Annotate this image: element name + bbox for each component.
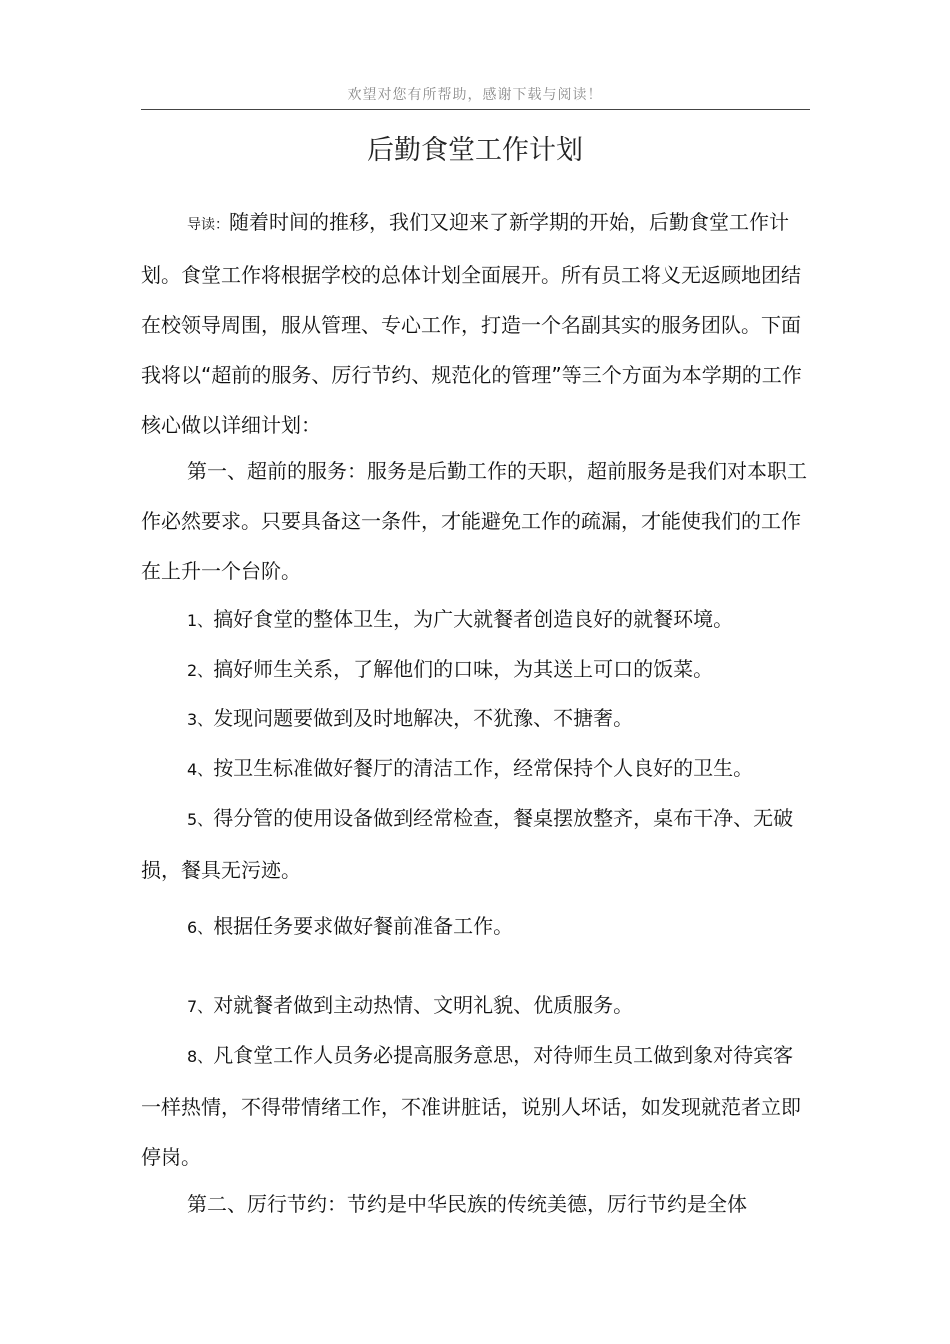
document-title: 后勤食堂工作计划 [367,135,583,166]
section-1-paragraph: 第一、超前的服务：服务是后勤工作的天职，超前服务是我们对本职工作必然要求。只要具备这一条件，才能避免工作的疏漏，才能使我们的工作在上升一个台阶。 [141,459,807,583]
list-item-number: 6、 [187,918,214,937]
list-item-1 [141,594,810,646]
list-item-text: 凡食堂工作人员务必提高服务意思，对待师生员工做到象对待宾客一样热情，不得带情绪工作，不准讲脏话，说别人坏话，如发现就范者立即停岗。 [141,1043,801,1169]
list-item-3 [141,693,810,745]
list-item-text: 对就餐者做到主动热情、文明礼貌、优质服务。 [213,993,634,1017]
list-item-number: 3、 [187,710,214,729]
list-item-4 [141,743,810,795]
list-item-number: 8、 [187,1047,214,1066]
list-item-number: 4、 [187,760,214,779]
list-item-number: 2、 [187,661,214,680]
list-item-text: 搞好食堂的整体卫生，为广大就餐者创造良好的就餐环境。 [213,607,734,631]
list-item-6 [141,901,810,953]
list-item-text: 得分管的使用设备做到经常检查，餐桌摆放整齐，桌布干净、无破损，餐具无污迹。 [141,806,794,882]
intro-paragraph [141,197,810,450]
list-item-5 [141,793,810,895]
page-header: 欢望对您有所帮助，感谢下载与阅读！ [347,87,603,103]
intro-label: 导读： [187,217,229,233]
list-item-text: 按卫生标准做好餐厅的清洁工作，经常保持个人良好的卫生。 [213,756,754,780]
header-divider [141,109,810,110]
list-item-2 [141,644,810,696]
list-item-number: 1、 [187,611,214,630]
list-item-text: 根据任务要求做好餐前准备工作。 [213,914,514,938]
section-2-paragraph: 第二、厉行节约：节约是中华民族的传统美德，厉行节约是全体 [187,1192,747,1216]
list-item-7 [141,980,810,1032]
intro-text: 随着时间的推移，我们又迎来了新学期的开始，后勤食堂工作计划。食堂工作将根据学校的总体计划全面展开。所有员工将义无返顾地团结在校领导周围，服从管理、专心工作，打造一个名副其实的服务团队。下面我将以“超前的服务、厉行节约、规范化的管理”等三个方面为本学期的工作核心做以详细计划： [141,210,802,437]
list-item-number: 5、 [187,810,214,829]
list-item-number: 7、 [187,997,214,1016]
list-item-text: 发现问题要做到及时地解决，不犹豫、不搪奢。 [213,706,634,730]
list-item-8 [141,1030,810,1182]
list-item-text: 搞好师生关系，了解他们的口味，为其送上可口的饭菜。 [213,657,714,681]
